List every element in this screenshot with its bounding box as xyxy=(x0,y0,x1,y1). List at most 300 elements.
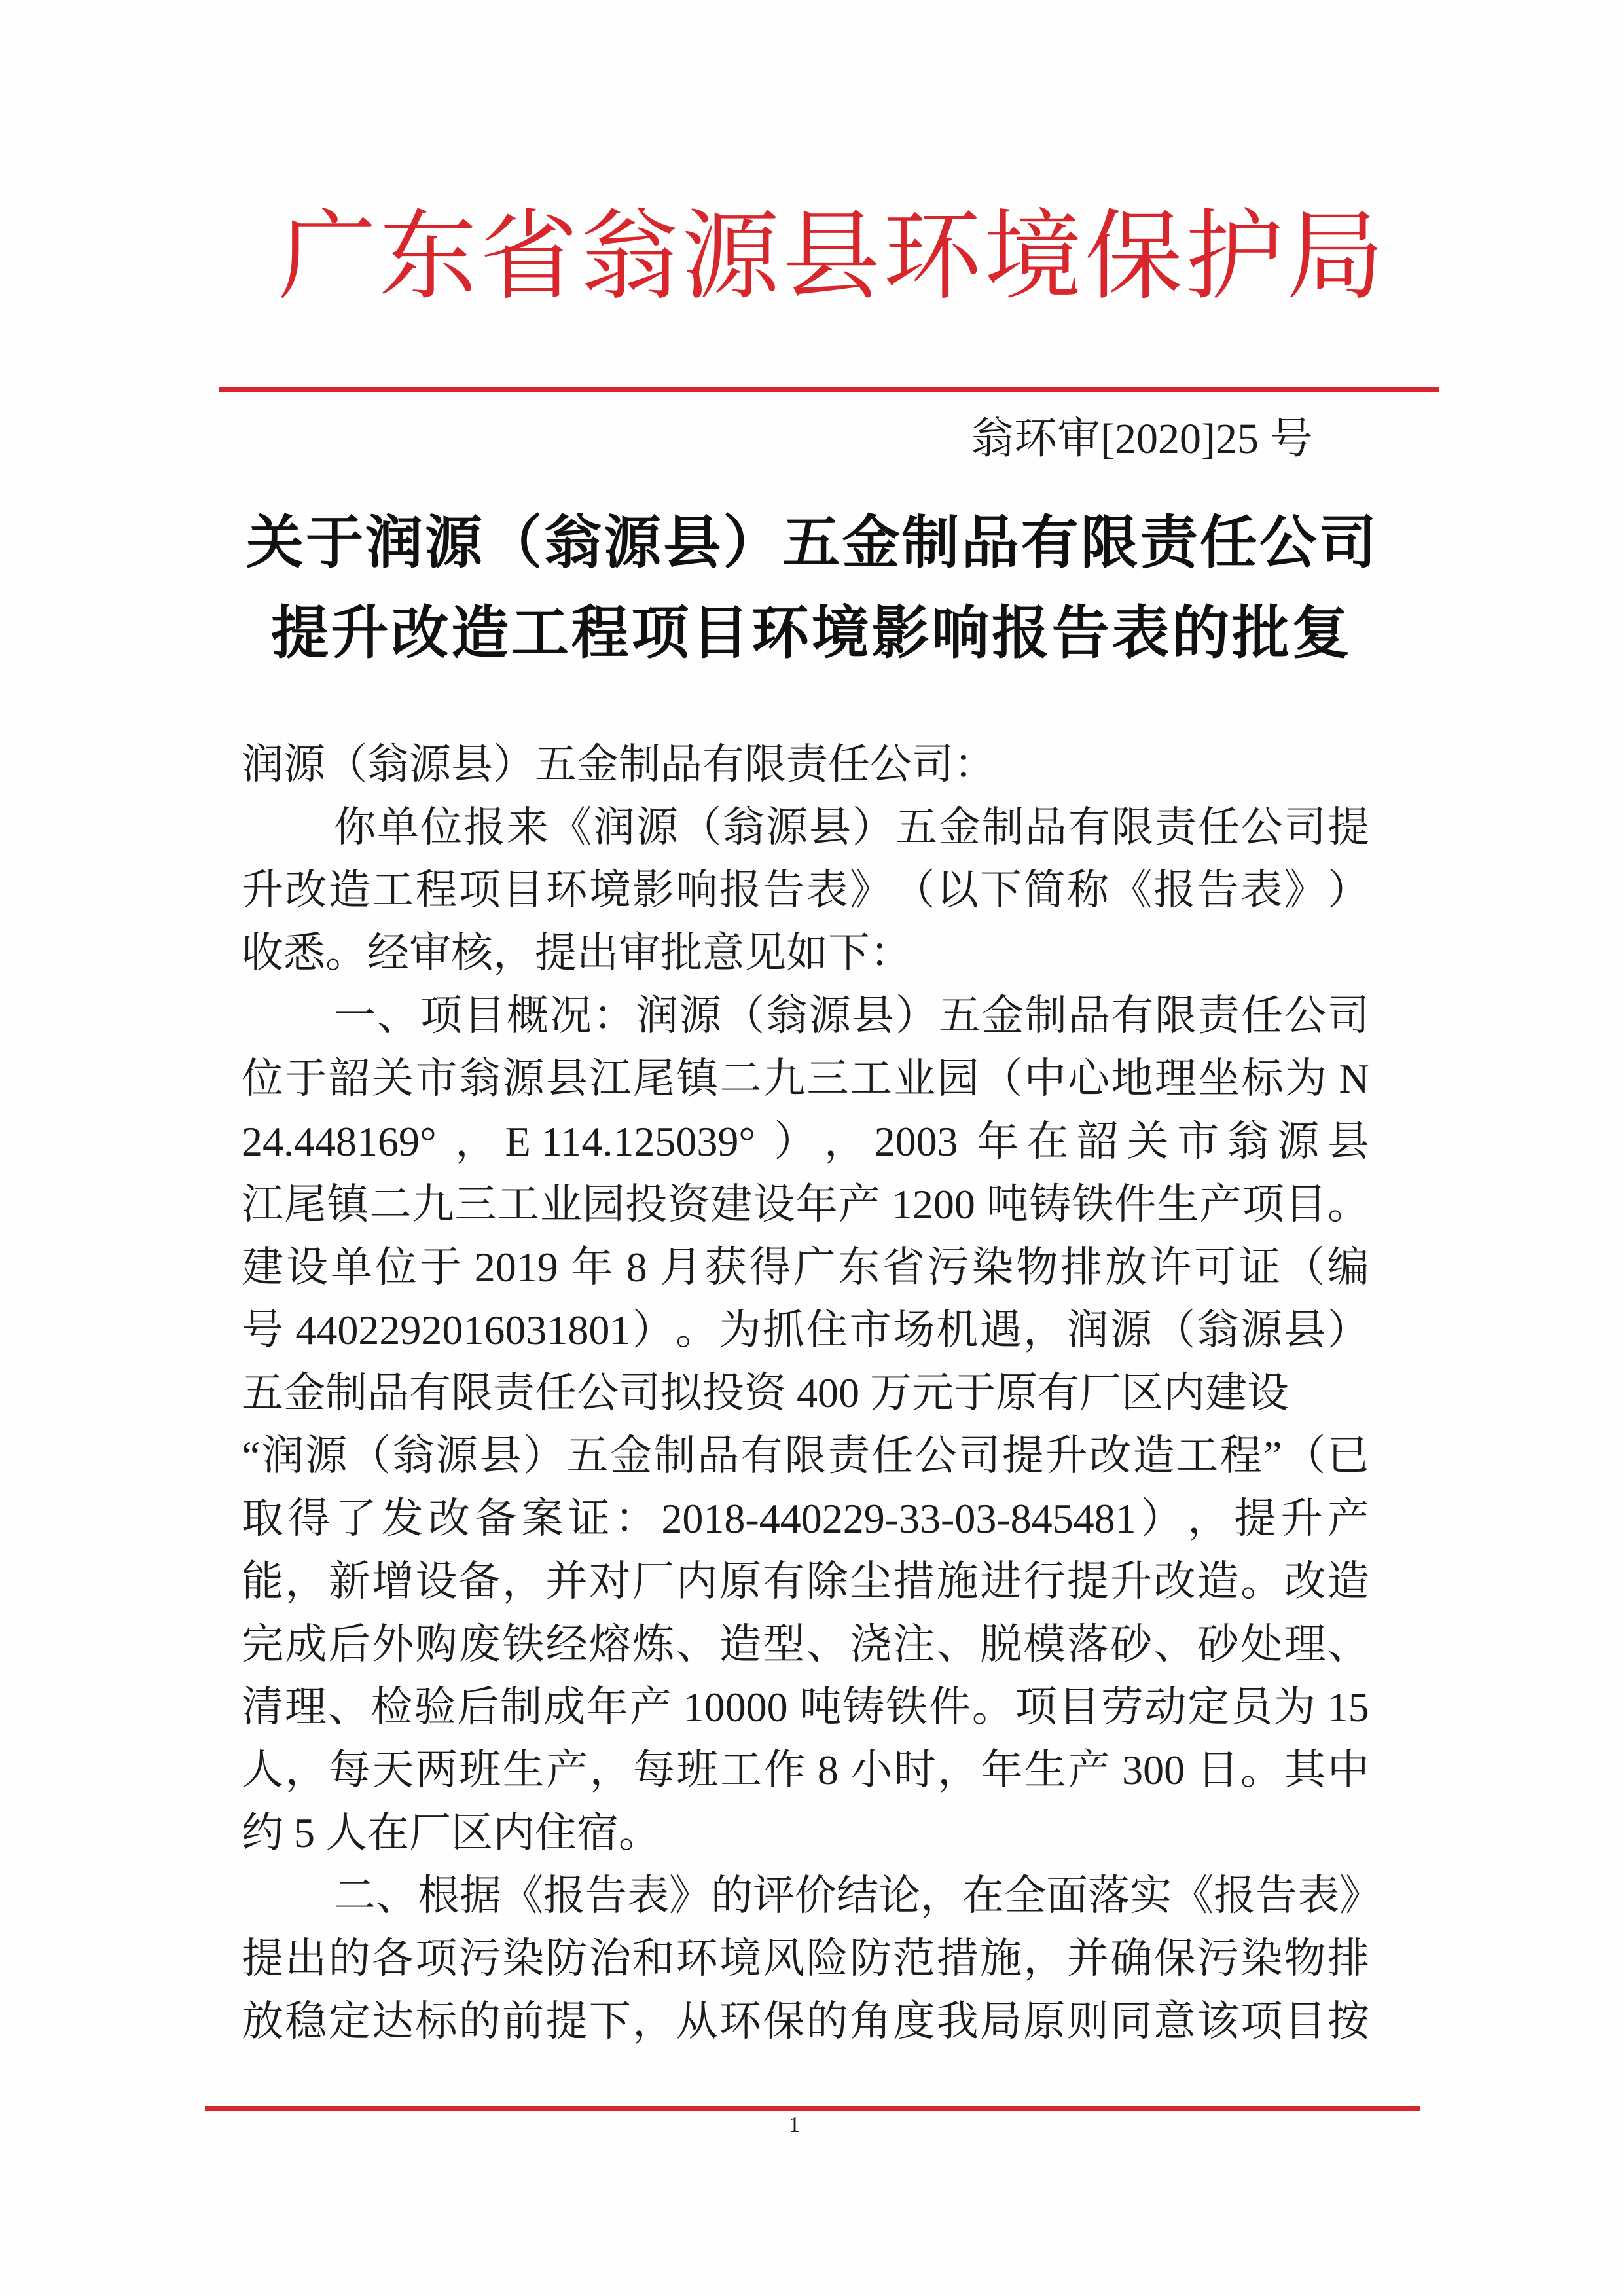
line-segment: 废 xyxy=(458,1621,501,1667)
line-segment: 该 xyxy=(1197,1998,1239,2045)
line-segment: 翁 xyxy=(1197,1307,1239,1353)
line-segment: 环 xyxy=(545,867,588,913)
line-segment: 》 xyxy=(850,867,892,913)
line-segment: 达 xyxy=(372,1998,414,2045)
line-segment: 施 xyxy=(980,1935,1022,1982)
line-segment: 县 xyxy=(479,1432,522,1479)
line-segment: 范 xyxy=(893,1935,935,1982)
line-segment: 外 xyxy=(372,1621,414,1667)
line-segment: 二 xyxy=(369,1181,412,1228)
line-segment: 关 xyxy=(372,1055,414,1102)
line-segment: 证 xyxy=(568,1495,610,1542)
line-segment: 品 xyxy=(697,1432,740,1479)
line-segment: 则 xyxy=(1066,1998,1109,2045)
body-line xyxy=(242,1550,1369,1613)
body-line xyxy=(242,1613,1369,1676)
line-segment: 提 xyxy=(1234,1495,1276,1542)
line-segment: 园 xyxy=(937,1055,979,1102)
line-segment: 司 xyxy=(958,1432,1001,1479)
line-segment: 报 xyxy=(719,867,761,913)
line-segment: 报 xyxy=(1153,867,1196,913)
line-segment: 尾 xyxy=(284,1181,327,1228)
issuing-authority-letterhead xyxy=(278,198,1384,316)
line-segment: 、 xyxy=(676,1621,718,1667)
line-segment: 。 xyxy=(1327,1181,1369,1228)
line-segment: 各 xyxy=(372,1935,414,1982)
line-segment: 的 xyxy=(711,1872,753,1919)
line-segment: 措 xyxy=(936,1935,979,1982)
line-segment: 砂 xyxy=(1197,1621,1239,1667)
line-segment: 告 xyxy=(585,1872,627,1919)
line-segment: 位 xyxy=(374,1244,417,1290)
line-segment: 染 xyxy=(971,1244,1014,1290)
body-line: 约 5 人在厂区内住宿。 xyxy=(242,1810,660,1856)
line-segment: 件 xyxy=(929,1684,971,1730)
line-segment: 金 xyxy=(982,993,1024,1039)
line-segment: 五 xyxy=(782,508,840,576)
line-segment: 原 xyxy=(1023,1998,1066,2045)
line-segment: 除 xyxy=(806,1558,848,1605)
line-segment: 角 xyxy=(850,1998,892,2045)
line-segment: 排 xyxy=(1327,1935,1369,1982)
line-segment: 二 xyxy=(719,1055,762,1102)
line-segment: 称 xyxy=(1066,867,1109,913)
line-segment: 产 xyxy=(629,1684,672,1730)
line-segment: 每 xyxy=(633,1747,676,1793)
line-segment: 放 xyxy=(1105,1244,1147,1290)
line-segment: “ xyxy=(242,1432,261,1479)
line-segment: 动 xyxy=(1144,1684,1187,1730)
line-segment: 局 xyxy=(1286,200,1384,314)
line-segment: 原 xyxy=(719,1558,761,1605)
body-line xyxy=(242,859,1369,922)
line-segment: 润 xyxy=(1066,1307,1109,1353)
line-segment: 有 xyxy=(763,1558,805,1605)
line-segment: 铁 xyxy=(1072,1181,1114,1228)
line-segment: 源 xyxy=(766,804,808,850)
line-segment: 的 xyxy=(458,1998,501,2045)
line-segment: 工 xyxy=(511,598,569,666)
line-segment: 完 xyxy=(242,1621,283,1667)
line-segment: 落 xyxy=(1066,1621,1109,1667)
line-segment: 和 xyxy=(632,1935,675,1982)
section-heading-line xyxy=(334,985,1369,1048)
line-segment: 人 xyxy=(242,1747,283,1793)
line-segment: （ xyxy=(723,993,765,1039)
body-line: 收悉。经审核，提出审批意见如下： xyxy=(242,930,912,976)
line-segment: 2019 xyxy=(463,1244,569,1290)
line-segment: 升 xyxy=(1045,1432,1088,1479)
line-segment: （ xyxy=(893,867,935,913)
line-segment: 得 xyxy=(288,1495,331,1542)
line-segment: 年 xyxy=(571,1244,613,1290)
line-segment: 升 xyxy=(1280,1495,1323,1542)
line-segment: 产 xyxy=(1199,1181,1242,1228)
line-segment: 遇 xyxy=(979,1307,1022,1353)
line-segment: 中 xyxy=(1327,1747,1369,1793)
line-segment: 年 xyxy=(795,1181,838,1228)
line-segment: 任 xyxy=(871,1432,914,1479)
line-segment: 确 xyxy=(1110,1935,1153,1982)
line-segment: 翁 xyxy=(392,1432,435,1479)
line-segment: 经 xyxy=(545,1621,588,1667)
line-segment: 证 xyxy=(1238,1244,1281,1290)
line-segment: 告 xyxy=(1197,867,1239,913)
line-segment: 源 xyxy=(1240,1307,1282,1353)
line-segment: 。 xyxy=(971,1684,1014,1730)
line-segment: ” xyxy=(1263,1432,1282,1479)
line-segment: 三 xyxy=(806,1055,849,1102)
line-segment: 报 xyxy=(992,598,1050,666)
line-segment: 源 xyxy=(502,1055,545,1102)
line-segment: 验 xyxy=(414,1684,456,1730)
line-segment: 的 xyxy=(1172,598,1230,666)
line-segment: 境 xyxy=(811,598,869,666)
line-segment: 小 xyxy=(850,1747,893,1793)
line-segment: （ xyxy=(981,1055,1023,1102)
line-segment: 关 xyxy=(1127,1118,1169,1165)
line-segment: 单 xyxy=(377,804,419,850)
line-segment: 翁 xyxy=(1227,1118,1269,1165)
line-segment: 程 xyxy=(1219,1432,1262,1479)
line-segment: 广 xyxy=(793,1244,836,1290)
line-segment: 于 xyxy=(306,508,364,576)
line-segment: 抓 xyxy=(762,1307,804,1353)
footer-divider xyxy=(205,2106,1420,2111)
line-segment: 造 xyxy=(719,1621,761,1667)
line-segment: 施 xyxy=(936,1558,979,1605)
line-segment: 注 xyxy=(893,1621,935,1667)
line-segment: 可 xyxy=(1194,1244,1236,1290)
line-segment: 复 xyxy=(1291,598,1350,666)
line-segment: 有 xyxy=(1068,804,1110,850)
line-segment: 造 xyxy=(1197,1558,1239,1605)
line-segment: 《 xyxy=(1172,1872,1214,1919)
line-segment: 增 xyxy=(372,1558,414,1605)
line-segment: ） xyxy=(895,993,937,1039)
line-segment: 提 xyxy=(545,1998,588,2045)
line-segment: 落 xyxy=(1088,1872,1130,1919)
document-number: 翁环审[2020]25 号 xyxy=(971,415,1313,463)
line-segment: 吨 xyxy=(799,1684,842,1730)
line-segment: 项 xyxy=(458,867,501,913)
line-segment: 市 xyxy=(1177,1118,1219,1165)
line-segment: 产 xyxy=(1068,1747,1110,1793)
line-segment: 心 xyxy=(1068,1055,1110,1102)
line-segment: 制 xyxy=(901,508,960,576)
line-segment: 号 xyxy=(242,1307,283,1353)
line-segment: 污 xyxy=(1197,1935,1239,1982)
line-segment: 润 xyxy=(636,993,678,1039)
document-body xyxy=(242,733,1381,2053)
line-segment: 环 xyxy=(719,1998,761,2045)
line-segment: 铸 xyxy=(842,1684,885,1730)
line-segment: 防 xyxy=(545,1935,588,1982)
line-segment: 定 xyxy=(1187,1684,1230,1730)
line-segment: 保 xyxy=(763,1998,805,2045)
line-segment: 批 xyxy=(1232,598,1290,666)
line-segment: ） xyxy=(774,1118,816,1165)
line-segment: ： xyxy=(593,993,635,1039)
line-segment: 度 xyxy=(893,1998,935,2045)
line-segment: 源 xyxy=(305,1432,348,1479)
line-segment: 报 xyxy=(463,804,505,850)
line-segment: 染 xyxy=(502,1935,545,1982)
body-line xyxy=(242,1110,1369,1173)
line-segment: 炼 xyxy=(632,1621,675,1667)
line-segment: 《 xyxy=(1110,867,1153,913)
line-segment: 住 xyxy=(806,1307,848,1353)
line-segment: 翁 xyxy=(544,508,602,576)
line-segment: 位 xyxy=(420,804,462,850)
line-segment: （ xyxy=(349,1432,391,1479)
line-segment: 根 xyxy=(418,1872,460,1919)
line-segment: 进 xyxy=(980,1558,1022,1605)
line-segment: 限 xyxy=(784,1432,827,1479)
line-segment: 司 xyxy=(1318,508,1377,576)
body-line xyxy=(242,1299,1369,1362)
line-segment: 二 xyxy=(334,1872,376,1919)
document-title-line-1 xyxy=(246,506,1377,578)
line-segment: 提 xyxy=(242,1935,283,1982)
line-segment: 润 xyxy=(261,1432,304,1479)
line-segment: 告 xyxy=(1051,598,1110,666)
line-segment: 表 xyxy=(806,867,848,913)
line-segment: 品 xyxy=(1068,993,1110,1039)
line-segment: 司 xyxy=(1327,993,1369,1039)
line-segment: 24.448169° xyxy=(242,1118,447,1165)
line-segment: 》 xyxy=(1284,867,1326,913)
line-segment: 业 xyxy=(539,1181,582,1228)
line-segment: 、 xyxy=(327,1684,370,1730)
line-segment: 10000 xyxy=(672,1684,799,1730)
line-segment: 的 xyxy=(328,1935,370,1982)
line-segment: 案 xyxy=(521,1495,564,1542)
line-segment: 据 xyxy=(460,1872,501,1919)
line-segment: 尾 xyxy=(632,1055,675,1102)
line-segment: 并 xyxy=(545,1558,588,1605)
line-segment: 你 xyxy=(334,804,376,850)
line-segment: 铁 xyxy=(886,1684,928,1730)
line-segment: 东 xyxy=(378,200,477,314)
line-segment: 境 xyxy=(983,200,1082,314)
line-segment: 九 xyxy=(412,1181,454,1228)
line-segment: 任 xyxy=(1199,508,1257,576)
document-title-line-2 xyxy=(271,596,1350,668)
line-segment: 8 xyxy=(615,1244,658,1290)
line-segment: 成 xyxy=(285,1621,327,1667)
line-segment: 下 xyxy=(980,867,1022,913)
line-segment: 韶 xyxy=(1077,1118,1119,1165)
line-segment: 限 xyxy=(1155,993,1197,1039)
line-segment: 品 xyxy=(1025,804,1067,850)
line-segment: 任 xyxy=(1241,993,1283,1039)
line-segment: 源 xyxy=(425,508,483,576)
line-segment: 县 xyxy=(852,993,894,1039)
line-segment: 定 xyxy=(328,1998,370,2045)
line-segment: 工 xyxy=(850,1055,892,1102)
line-segment: 表 xyxy=(1240,867,1283,913)
line-segment: 许 xyxy=(1149,1244,1192,1290)
line-segment: 源 xyxy=(809,993,851,1039)
letterhead-divider xyxy=(219,387,1439,392)
line-segment: 造 xyxy=(451,598,509,666)
line-segment: 购 xyxy=(415,1621,458,1667)
line-segment: 为 xyxy=(719,1307,761,1353)
line-segment: 制 xyxy=(500,1684,543,1730)
line-segment: 项 xyxy=(420,993,462,1039)
line-segment: 有 xyxy=(740,1432,783,1479)
line-segment: 年 xyxy=(981,1747,1023,1793)
line-segment: 行 xyxy=(1023,1558,1066,1605)
body-line xyxy=(334,796,1369,859)
line-segment: 三 xyxy=(454,1181,497,1228)
line-segment: 污 xyxy=(927,1244,969,1290)
line-segment: 境 xyxy=(588,867,631,913)
line-segment: ： xyxy=(615,1495,657,1542)
line-segment: 关 xyxy=(246,508,304,576)
line-segment: 发 xyxy=(381,1495,424,1542)
line-segment: 了 xyxy=(334,1495,377,1542)
line-segment: 尘 xyxy=(850,1558,892,1605)
line-segment: 来 xyxy=(507,804,549,850)
line-segment: 单 xyxy=(330,1244,372,1290)
line-segment: 有 xyxy=(1020,508,1079,576)
line-segment: 价 xyxy=(795,1872,837,1919)
body-line xyxy=(242,1236,1369,1299)
line-segment: 后 xyxy=(328,1621,370,1667)
line-segment: 源 xyxy=(604,508,662,576)
line-segment: 天 xyxy=(372,1747,414,1793)
line-segment: 源 xyxy=(679,993,721,1039)
line-segment: ） xyxy=(1327,1307,1369,1353)
line-segment: 公 xyxy=(1259,508,1317,576)
line-segment: 1200 xyxy=(880,1181,986,1228)
line-segment: 出 xyxy=(285,1935,327,1982)
line-segment: 》 xyxy=(1339,1872,1381,1919)
line-segment: 县 xyxy=(782,200,880,314)
line-segment: 告 xyxy=(1255,1872,1297,1919)
line-segment: 污 xyxy=(458,1935,501,1982)
line-segment: 目 xyxy=(463,993,505,1039)
line-segment: 铸 xyxy=(1029,1181,1072,1228)
body-line: 五金制品有限责任公司拟投资 400 万元于原有厂区内建设 xyxy=(242,1370,1289,1416)
line-segment: E 114.125039° xyxy=(505,1118,766,1165)
line-segment: 制 xyxy=(982,804,1024,850)
line-segment: 意 xyxy=(1153,1998,1196,2045)
line-segment: 金 xyxy=(939,804,981,850)
line-segment: 报 xyxy=(543,1872,585,1919)
line-segment: 责 xyxy=(827,1432,870,1479)
line-segment: 保 xyxy=(1153,1935,1196,1982)
line-segment: 表 xyxy=(1297,1872,1339,1919)
line-segment: 全 xyxy=(1004,1872,1046,1919)
line-segment: ） xyxy=(1140,1495,1183,1542)
line-segment: 表 xyxy=(627,1872,669,1919)
line-segment: 报 xyxy=(1214,1872,1255,1919)
line-segment: 园 xyxy=(583,1181,624,1228)
line-segment: 提 xyxy=(1327,804,1369,850)
line-segment: 工 xyxy=(372,867,414,913)
line-segment: 项 xyxy=(631,598,689,666)
line-segment: 改 xyxy=(285,867,327,913)
line-segment: 县 xyxy=(663,508,721,576)
line-segment: 脱 xyxy=(980,1621,1022,1667)
line-segment: 表 xyxy=(1111,598,1170,666)
line-segment: 位 xyxy=(242,1055,283,1102)
line-segment: ， xyxy=(285,1558,327,1605)
line-segment: 、 xyxy=(806,1621,848,1667)
line-segment: 、 xyxy=(1327,1621,1369,1667)
line-segment: 内 xyxy=(676,1558,718,1605)
line-segment: 业 xyxy=(893,1055,936,1102)
line-segment: 评 xyxy=(753,1872,795,1919)
line-segment: 一 xyxy=(334,993,376,1039)
line-segment: 编 xyxy=(1327,1244,1369,1290)
line-segment: 广 xyxy=(278,200,377,314)
line-segment: 于 xyxy=(419,1244,461,1290)
page-number: 1 xyxy=(789,2113,800,2137)
line-segment: 能 xyxy=(242,1558,283,1605)
line-segment: 改 xyxy=(391,598,449,666)
line-segment: 、 xyxy=(1153,1621,1196,1667)
line-segment: 时 xyxy=(893,1747,936,1793)
line-segment: 工 xyxy=(719,1747,762,1793)
line-segment: 已 xyxy=(1327,1432,1369,1479)
line-segment: 标 xyxy=(1241,1055,1284,1102)
line-segment: 源 xyxy=(681,200,780,314)
line-segment: 于 xyxy=(285,1055,327,1102)
line-segment: 目 xyxy=(1284,1181,1327,1228)
body-line xyxy=(242,1173,1369,1236)
line-segment: 护 xyxy=(1185,200,1284,314)
line-segment: 建 xyxy=(242,1244,283,1290)
line-segment: 生 xyxy=(502,1747,545,1793)
line-segment: ， xyxy=(1187,1495,1230,1542)
line-segment: 理 xyxy=(1154,1055,1197,1102)
line-segment: 物 xyxy=(1284,1935,1326,1982)
line-segment: 放 xyxy=(242,1998,283,2045)
line-segment: （ xyxy=(484,508,543,576)
line-segment: 县 xyxy=(545,1055,588,1102)
line-segment: 江 xyxy=(242,1181,283,1228)
line-segment: 况 xyxy=(550,993,592,1039)
line-segment: 地 xyxy=(1111,1055,1153,1102)
line-segment: 并 xyxy=(1066,1935,1109,1982)
line-segment: 告 xyxy=(763,867,805,913)
line-segment: 环 xyxy=(676,1935,718,1982)
line-segment: ） xyxy=(523,1432,566,1479)
line-segment: 产 xyxy=(838,1181,880,1228)
line-segment: 排 xyxy=(1060,1244,1103,1290)
line-segment: 清 xyxy=(242,1684,283,1730)
line-segment: 为 xyxy=(1273,1684,1316,1730)
line-segment: 司 xyxy=(1284,804,1326,850)
line-segment: 五 xyxy=(939,993,981,1039)
line-segment: 的 xyxy=(806,1998,848,2045)
line-segment: 8 xyxy=(806,1747,849,1793)
line-segment: 建 xyxy=(710,1181,753,1228)
line-segment: 改 xyxy=(1284,1558,1326,1605)
line-segment: 砂 xyxy=(1110,1621,1153,1667)
line-segment: 年 xyxy=(977,1118,1019,1165)
line-segment: 。 xyxy=(676,1307,718,1353)
line-segment: 、 xyxy=(376,1872,418,1919)
line-segment: 月 xyxy=(660,1244,702,1290)
line-segment: 提 xyxy=(1066,1558,1109,1605)
line-segment: 、 xyxy=(377,993,419,1039)
line-segment: 机 xyxy=(936,1307,979,1353)
